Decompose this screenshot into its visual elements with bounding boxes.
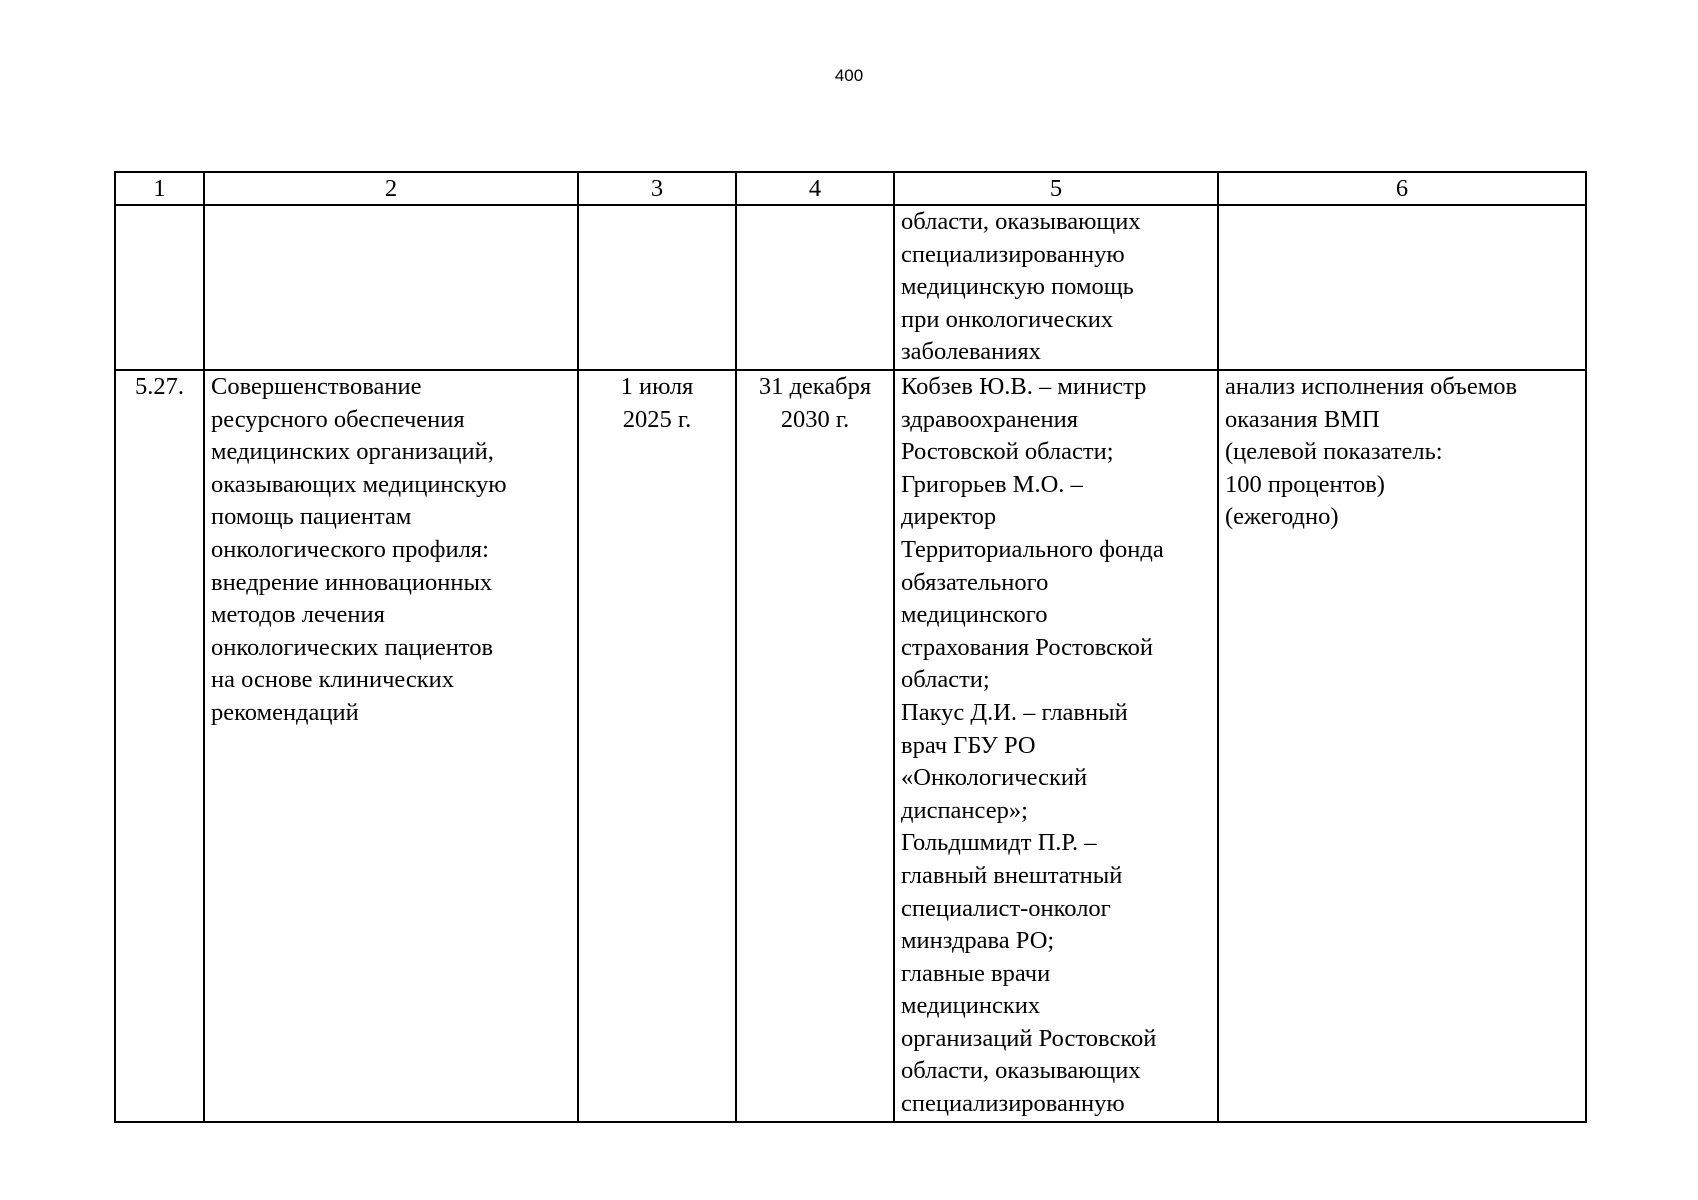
column-header: 2 [204,172,578,205]
column-header: 4 [736,172,894,205]
table-row [115,205,1586,370]
result-cell [1218,370,1586,1122]
start-date-cell [578,370,736,1122]
row-number-cell [115,370,204,1122]
responsible-text: Кобзев Ю.В. – министр здравоохранения Ростовской области; Григорьев М.О. – директор Территориального фонда обязательного медицинского страхования Ростовской области; Пакус Д.И. – главный врач ГБУ РО «Онкологический диспансер»; Гольдшмидт П.Р. – главный внештатный специалист-онколог минздрава РО; главные врачи медицинских организаций Ростовской области, оказывающих специализированную [901,373,1164,1118]
responsible-cell [894,205,1218,370]
measure-text: Совершенствование ресурсного обеспечения медицинских организаций, оказывающих медицинскую помощь пациентам онкологического профиля: внедрение инновационных методов лечения онкологических пациентов на основе клинических рекомендаций [211,373,507,726]
measures-table [114,171,1587,1123]
start-date: 1 июля 2025 г. [620,373,694,433]
measure-cell [204,370,578,1122]
responsible-cell [894,370,1218,1122]
result-text: анализ исполнения объемов оказания ВМП (целевой показатель: 100 процентов) (ежегодно) [1225,373,1518,531]
column-header: 1 [115,172,204,205]
page-number: 400 [834,66,864,85]
end-date-cell [736,205,894,370]
responsible-text: области, оказывающих специализированную медицинскую помощь при онкологических заболеваниях [901,208,1141,366]
row-number-cell [115,205,204,370]
end-date: 31 декабря 2030 г. [758,373,872,433]
column-header: 3 [578,172,736,205]
column-header: 6 [1218,172,1586,205]
table-header-row [115,172,1586,205]
result-cell [1218,205,1586,370]
column-header: 5 [894,172,1218,205]
table-row [115,370,1586,1122]
end-date-cell [736,370,894,1122]
row-number: 5.27. [135,373,184,400]
measure-cell [204,205,578,370]
start-date-cell [578,205,736,370]
